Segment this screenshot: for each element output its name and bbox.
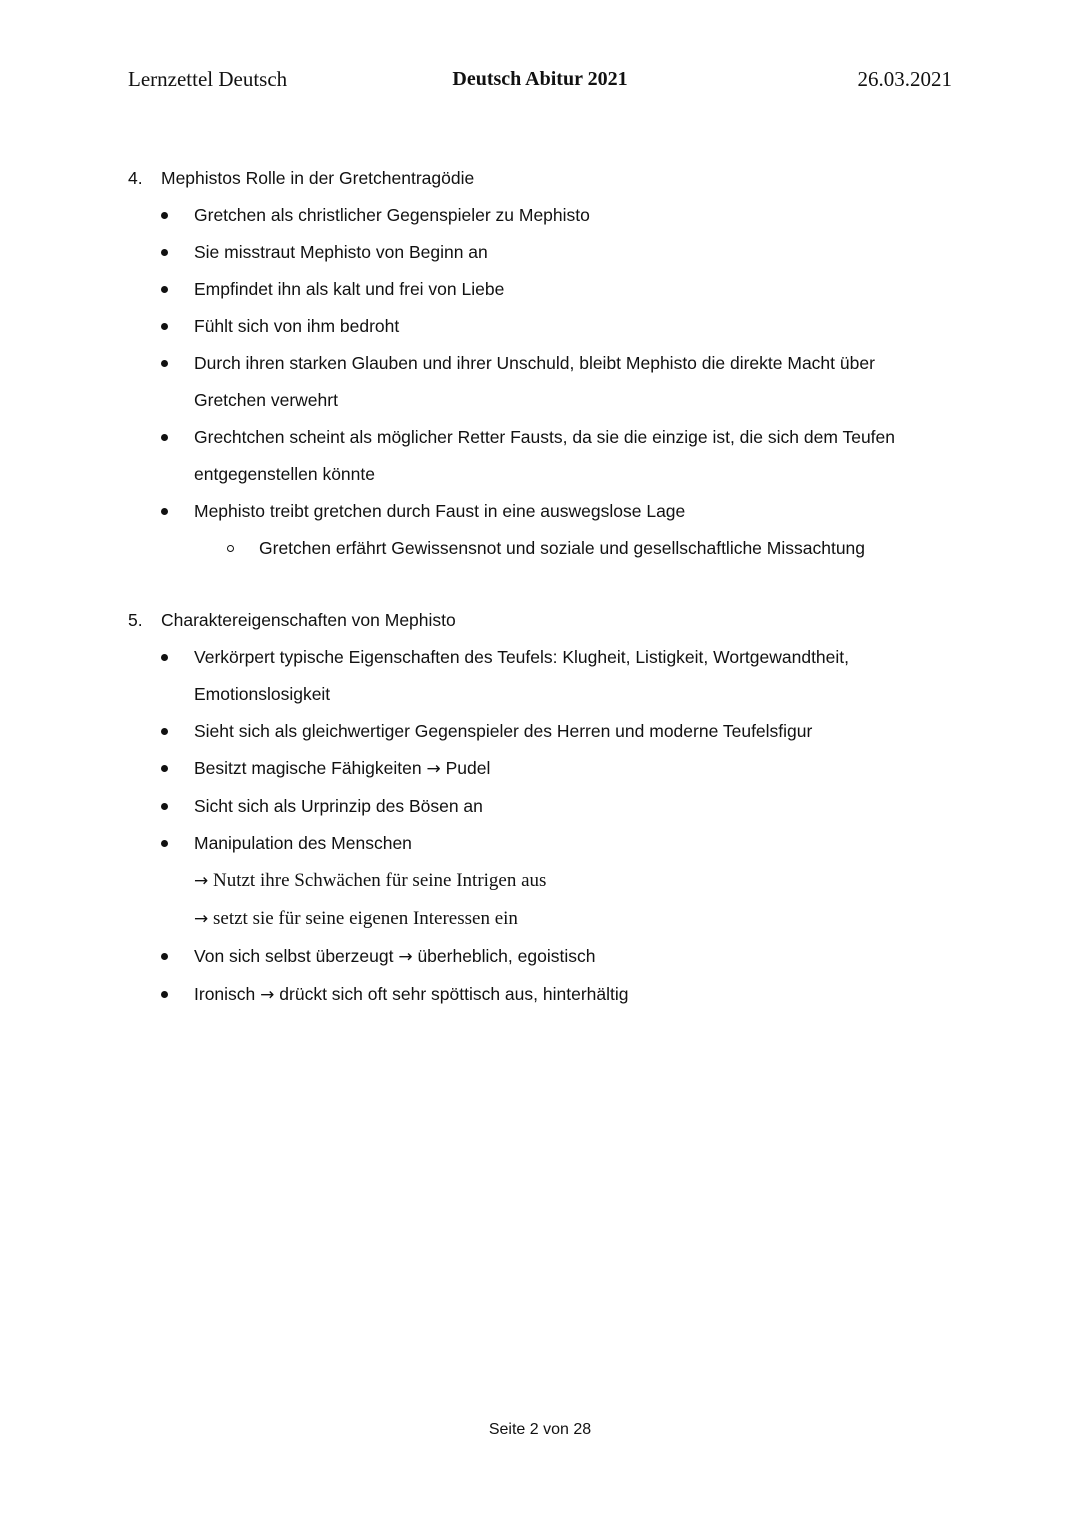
bullet-icon <box>161 654 168 661</box>
section-5-title: Charaktereigenschaften von Mephisto <box>161 610 456 630</box>
list-item: Mephisto treibt gretchen durch Faust in eine auswegslose Lage <box>128 493 948 530</box>
list-item-detail: → setzt sie für seine eigenen Interessen ein <box>194 908 518 929</box>
bullet-icon <box>161 991 168 998</box>
page-number: Seite 2 von 28 <box>488 1421 592 1438</box>
section-4-number: 4. <box>128 168 143 188</box>
bullet-icon <box>161 953 168 960</box>
section-4-sublist <box>128 530 948 567</box>
bullet-icon <box>161 360 168 367</box>
section-4 <box>128 160 948 567</box>
list-item: Besitzt magische Fähigkeiten → Pudel <box>128 750 948 788</box>
page-footer <box>0 1416 1080 1444</box>
bullet-icon <box>161 765 168 772</box>
list-item: Durch ihren starken Glauben und ihrer Unschuld, bleibt Mephisto die direkte Macht über <box>128 345 948 382</box>
list-item: Fühlt sich von ihm bedroht <box>128 308 948 345</box>
list-item: Von sich selbst überzeugt → überheblich, egoistisch <box>128 938 948 976</box>
section-spacer <box>128 567 948 602</box>
arrow-right-icon: → <box>398 947 413 967</box>
bullet-icon <box>161 508 168 515</box>
section-5 <box>128 602 948 1014</box>
list-item-detail: → Nutzt ihre Schwächen für seine Intrigen aus <box>194 870 547 891</box>
bullet-icon <box>161 212 168 219</box>
bullet-icon <box>161 323 168 330</box>
list-item: Manipulation des Menschen <box>128 825 948 862</box>
bullet-icon <box>161 249 168 256</box>
sub-list-item: Gretchen erfährt Gewissensnot und soziale und gesellschaftliche Missachtung <box>128 530 948 567</box>
list-item-continuation: entgegenstellen könnte <box>194 464 375 484</box>
arrow-right-icon: → <box>260 985 275 1005</box>
list-item: Verkörpert typische Eigenschaften des Teufels: Klugheit, Listigkeit, Wortgewandtheit, <box>128 639 948 676</box>
list-item: Grechtchen scheint als möglicher Retter Fausts, da sie die einzige ist, die sich dem Teufen <box>128 419 948 456</box>
page-header <box>128 62 952 96</box>
header-date: 26.03.2021 <box>857 67 952 91</box>
arrow-right-icon: → <box>194 909 209 929</box>
section-5-number: 5. <box>128 610 143 630</box>
bullet-icon <box>161 840 168 847</box>
document-body <box>128 160 948 1014</box>
list-item: Sieht sich als gleichwertiger Gegenspieler des Herren und moderne Teufelsfigur <box>128 713 948 750</box>
arrow-right-icon: → <box>194 871 209 891</box>
bullet-icon <box>161 434 168 441</box>
list-item: Sie misstraut Mephisto von Beginn an <box>128 234 948 271</box>
list-item-continuation: Gretchen verwehrt <box>194 390 338 410</box>
bullet-icon <box>161 728 168 735</box>
arrow-right-icon: → <box>426 759 441 779</box>
section-4-heading <box>128 160 948 197</box>
list-item: Gretchen als christlicher Gegenspieler zu Mephisto <box>128 197 948 234</box>
section-4-title: Mephistos Rolle in der Gretchentragödie <box>161 168 475 188</box>
list-item: Empfindet ihn als kalt und frei von Liebe <box>128 271 948 308</box>
list-item-continuation: Emotionslosigkeit <box>194 684 331 704</box>
circle-bullet-icon <box>227 545 234 552</box>
bullet-icon <box>161 286 168 293</box>
header-left-title: Lernzettel Deutsch <box>128 67 288 91</box>
section-4-list <box>128 197 948 530</box>
header-center-title: Deutsch Abitur 2021 <box>452 68 628 90</box>
bullet-icon <box>161 803 168 810</box>
list-item: Ironisch → drückt sich oft sehr spöttisch aus, hinterhältig <box>128 976 948 1014</box>
section-5-heading <box>128 602 948 639</box>
section-5-list <box>128 639 948 1014</box>
list-item: Sicht sich als Urprinzip des Bösen an <box>128 788 948 825</box>
